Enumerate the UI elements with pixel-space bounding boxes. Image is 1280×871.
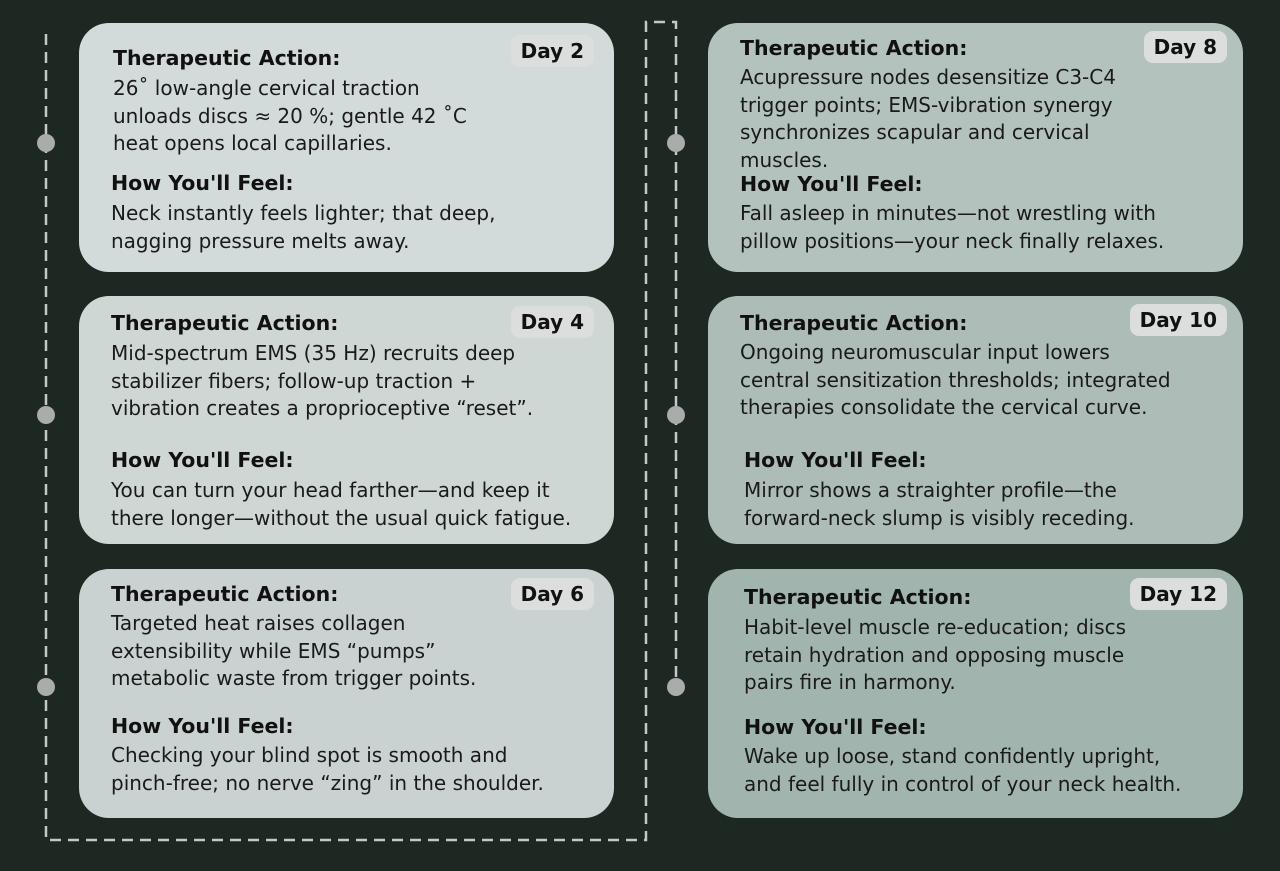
how-youll-feel-text: Fall asleep in minutes—not wrestling with pillow positions—your neck finally relaxes. xyxy=(740,201,1165,253)
timeline-node xyxy=(667,406,685,424)
how-youll-feel-heading: How You'll Feel: xyxy=(744,448,927,472)
how-youll-feel-text: Neck instantly feels lighter; that deep, nagging pressure melts away. xyxy=(111,201,496,253)
how-youll-feel-text: Mirror shows a straighter profile—the forward-neck slump is visibly receding. xyxy=(744,478,1135,530)
therapeutic-action-heading: Therapeutic Action: xyxy=(744,585,972,609)
therapeutic-action-text: Targeted heat raises collagen extensibility while EMS “pumps” metabolic waste from trigger points. xyxy=(111,611,477,690)
therapeutic-action-heading: Therapeutic Action: xyxy=(740,311,968,335)
timeline-card-day-10 xyxy=(708,296,1243,544)
timeline-card-day-2 xyxy=(79,23,614,272)
how-youll-feel-text: Wake up loose, stand confidently upright, and feel fully in control of your neck health. xyxy=(744,744,1182,796)
therapeutic-action-text: Mid-spectrum EMS (35 Hz) recruits deep stabilizer fibers; follow-up traction + vibration creates a proprioceptive “reset”. xyxy=(111,341,534,420)
therapeutic-action-text: Acupressure nodes desensitize C3-C4 trigger points; EMS-vibration synergy synchronizes scapular and cervical muscles. xyxy=(740,65,1116,172)
therapeutic-action-text: Habit-level muscle re-education; discs retain hydration and opposing muscle pairs fire in harmony. xyxy=(744,615,1127,694)
day-badge: Day 4 xyxy=(511,306,594,338)
how-youll-feel-heading: How You'll Feel: xyxy=(740,172,923,196)
day-badge: Day 6 xyxy=(511,578,594,610)
timeline-card-day-12 xyxy=(708,569,1243,818)
timeline-node xyxy=(667,134,685,152)
day-badge: Day 2 xyxy=(511,35,594,67)
timeline-node xyxy=(37,678,55,696)
day-badge: Day 8 xyxy=(1144,31,1227,63)
therapeutic-action-heading: Therapeutic Action: xyxy=(111,582,339,606)
how-youll-feel-heading: How You'll Feel: xyxy=(111,448,294,472)
day-badge: Day 12 xyxy=(1130,578,1227,610)
timeline-card-day-4 xyxy=(79,296,614,544)
how-youll-feel-heading: How You'll Feel: xyxy=(744,715,927,739)
day-badge: Day 10 xyxy=(1130,304,1227,336)
how-youll-feel-text: Checking your blind spot is smooth and pinch-free; no nerve “zing” in the shoulder. xyxy=(111,743,544,795)
therapeutic-action-text: 26˚ low-angle cervical traction unloads discs ≈ 20 %; gentle 42 ˚C heat opens local capillaries. xyxy=(113,76,467,155)
timeline-node xyxy=(37,406,55,424)
how-youll-feel-heading: How You'll Feel: xyxy=(111,171,294,195)
timeline-card-day-8 xyxy=(708,23,1243,272)
how-youll-feel-text: You can turn your head farther—and keep it there longer—without the usual quick fatigue. xyxy=(111,478,572,530)
therapeutic-action-text: Ongoing neuromuscular input lowers central sensitization thresholds; integrated therapies consolidate the cervical curve. xyxy=(740,340,1171,419)
therapeutic-action-heading: Therapeutic Action: xyxy=(111,311,339,335)
therapeutic-action-heading: Therapeutic Action: xyxy=(113,46,341,70)
timeline-node xyxy=(37,134,55,152)
therapeutic-action-heading: Therapeutic Action: xyxy=(740,36,968,60)
how-youll-feel-heading: How You'll Feel: xyxy=(111,714,294,738)
timeline-node xyxy=(667,678,685,696)
timeline-card-day-6 xyxy=(79,569,614,818)
